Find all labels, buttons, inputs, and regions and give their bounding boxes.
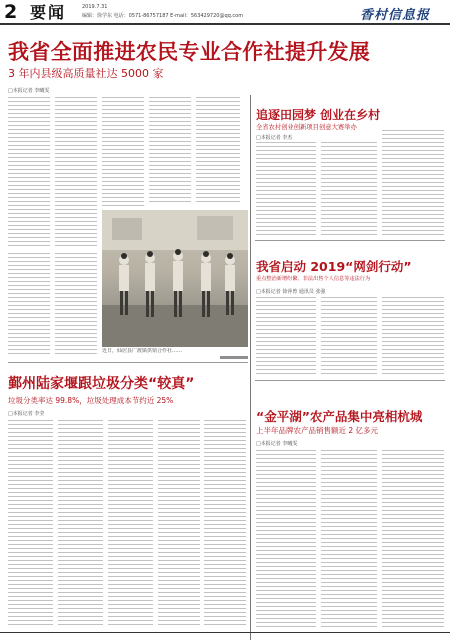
article4-headline: 鄞州陆家堰跟垃圾分类“较真”	[8, 376, 195, 392]
article3-body-col-2	[321, 297, 377, 375]
lead-body-col-4	[149, 97, 191, 205]
article3-subhead: 重点整治新增纷繁、非法出售个人信息等违法行为	[256, 276, 371, 282]
article5-body-col-2	[321, 450, 377, 628]
lead-body-col-2	[55, 97, 97, 249]
column-divider	[250, 95, 251, 640]
header-rule	[0, 23, 450, 25]
lead-body-col-2b	[55, 253, 97, 355]
lead-byline: □本报记者 李曦雯	[8, 88, 50, 94]
article3-body-col-3	[382, 297, 444, 375]
header-bar	[0, 0, 450, 26]
article5-subhead: 上半年品牌农产品销售额近 2 亿多元	[256, 426, 379, 435]
article5-byline: □本报记者 李曦雯	[256, 441, 298, 447]
page-number: 2	[4, 1, 18, 23]
lead-headline: 我省全面推进农民专业合作社提升发展	[8, 40, 371, 64]
masthead: 香村信息报	[360, 8, 431, 23]
article2-body-col-2	[321, 142, 377, 235]
article3-headline: 我省启动 2019“网剑行动”	[256, 259, 412, 274]
lead-body-col-1b	[8, 253, 50, 355]
footer-rule	[0, 632, 450, 633]
article4-body-col-5	[204, 420, 246, 628]
article2-body-col-1	[256, 142, 316, 235]
article2-headline: 追逐田园梦 创业在乡村	[256, 108, 381, 122]
article2-byline: □本报记者 李杰	[256, 135, 293, 141]
article4-byline: □本报记者 李莹	[8, 411, 45, 417]
article2-body-col-3	[382, 130, 444, 235]
section-name: 要闻	[30, 3, 67, 22]
article4-subhead: 垃圾分类率达 99.8%，垃圾处理成本节约近 25%	[8, 396, 174, 405]
editor-line: 编辑：徐学东 电话：0571-86757187 E-mail：563429720@qq.com	[82, 13, 244, 19]
article3-byline: □本报记者 徐萍曾 通讯员 张强	[256, 289, 326, 295]
article5-body-col-3	[382, 450, 444, 628]
lead-photo-caption: 近日，仙居县广渡镇供销合作社……	[102, 348, 183, 354]
dancers-illustration	[102, 210, 248, 347]
issue-date: 2019.7.31	[82, 4, 108, 10]
article4-body-col-3	[108, 420, 153, 628]
article4-rule	[8, 362, 248, 363]
photo-credit	[220, 356, 248, 359]
lead-body-col-3	[102, 97, 144, 207]
article5-headline: “金平湖”农产品集中亮相杭城	[256, 409, 423, 424]
lead-body-col-1	[8, 97, 50, 249]
article2-subhead: 全省农村创业创新项目创意大赛举办	[256, 124, 357, 131]
article5-body-col-1	[256, 450, 316, 628]
article2-rule	[255, 240, 445, 241]
article4-body-col-4	[158, 420, 200, 628]
article3-body-col-1	[256, 297, 316, 375]
lead-subhead: 3 年内县级高质量社达 5000 家	[8, 67, 164, 80]
article4-body-col-1	[8, 420, 53, 628]
lead-body-col-5	[196, 97, 240, 205]
article4-body-col-2	[58, 420, 103, 628]
article3-rule	[255, 380, 445, 381]
lead-photo	[102, 210, 248, 347]
